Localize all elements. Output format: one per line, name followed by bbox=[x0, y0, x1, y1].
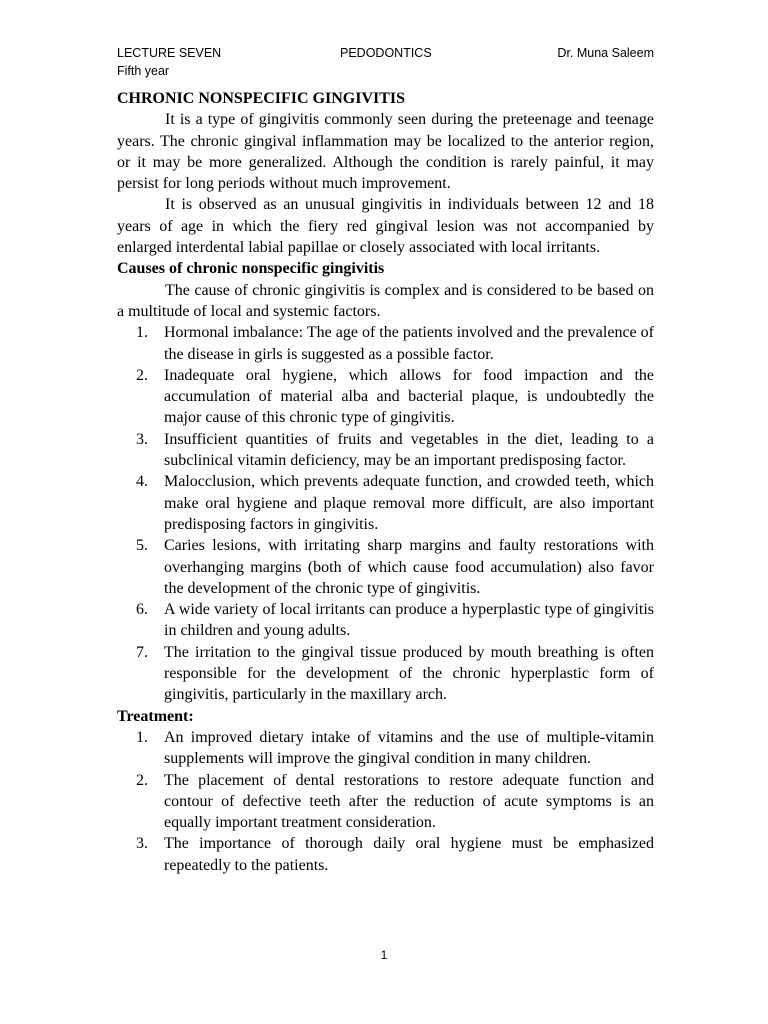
intro-paragraph: It is a type of gingivitis commonly seen during the preteenage and teenage years. The chronic gingival inflammation may be localized to the anterior region, or it may be more generalized. Although the condition is rarely painful, it may persist for long periods without much improvement. bbox=[117, 111, 654, 193]
list-item-text: The importance of thorough daily oral hygiene must be emphasized repeatedly to the patients. bbox=[164, 835, 654, 874]
list-number: 1. bbox=[136, 324, 148, 342]
list-number: 3. bbox=[136, 835, 148, 853]
list-number: 1. bbox=[136, 728, 148, 746]
header-author: Dr. Muna Saleem bbox=[557, 46, 654, 60]
list-item-text: The irritation to the gingival tissue produced by mouth breathing is often responsible for the development of the chronic hyperplastic form of gingivitis, particularly in the maxillary arch. bbox=[164, 643, 654, 704]
list-item bbox=[117, 833, 654, 876]
treatment-heading: Treatment: bbox=[117, 707, 194, 725]
list-number: 2. bbox=[136, 771, 148, 789]
causes-list bbox=[117, 322, 654, 705]
header-year: Fifth year bbox=[117, 64, 170, 78]
list-number: 4. bbox=[136, 473, 148, 491]
page-header bbox=[117, 44, 654, 80]
list-item bbox=[117, 429, 654, 472]
list-number: 5. bbox=[136, 537, 148, 555]
list-item-text: Insufficient quantities of fruits and vegetables in the diet, leading to a subclinical vitamin deficiency, may be an important predisposing factor. bbox=[164, 430, 654, 470]
page-number: 1 bbox=[380, 948, 388, 962]
list-item-text: An improved dietary intake of vitamins and the use of multiple-vitamin supplements will improve the gingival condition in many children. bbox=[164, 728, 654, 768]
list-item bbox=[117, 770, 654, 834]
list-item-text: Inadequate oral hygiene, which allows for food impaction and the accumulation of material alba and bacterial plaque, is undoubtedly the major cause of this chronic type of gingivitis. bbox=[164, 366, 654, 427]
list-item-text: Malocclusion, which prevents adequate function, and crowded teeth, which make oral hygiene and plaque removal more difficult, are also important predisposing factors in gingivitis. bbox=[164, 473, 654, 533]
causes-heading: Causes of chronic nonspecific gingivitis bbox=[117, 260, 385, 278]
header-subject: PEDODONTICS bbox=[340, 46, 432, 60]
list-item bbox=[117, 322, 654, 365]
list-item-text: Caries lesions, with irritating sharp margins and faulty restorations with overhanging margins (both of which cause food accumulation) also favor the development of the chronic type of gingivitis. bbox=[164, 537, 654, 597]
document-body bbox=[117, 88, 654, 876]
list-item bbox=[117, 599, 654, 642]
list-item bbox=[117, 727, 654, 770]
list-item-text: The placement of dental restorations to restore adequate function and contour of defective teeth after the reduction of acute symptoms is an equally important treatment consideration. bbox=[164, 771, 654, 832]
list-number: 3. bbox=[136, 430, 148, 448]
list-item bbox=[117, 365, 654, 429]
list-item-text: A wide variety of local irritants can produce a hyperplastic type of gingivitis in children and young adults. bbox=[164, 601, 654, 640]
list-number: 7. bbox=[136, 643, 148, 661]
list-item-text: Hormonal imbalance: The age of the patients involved and the prevalence of the disease in girls is suggested as a possible factor. bbox=[164, 324, 654, 363]
list-number: 6. bbox=[136, 601, 148, 619]
list-item bbox=[117, 535, 654, 599]
header-lecture: LECTURE SEVEN bbox=[117, 46, 222, 60]
page-footer bbox=[0, 948, 768, 962]
list-item bbox=[117, 471, 654, 535]
list-item bbox=[117, 642, 654, 706]
treatment-list bbox=[117, 727, 654, 876]
list-number: 2. bbox=[136, 366, 148, 384]
causes-paragraph: The cause of chronic gingivitis is complex and is considered to be based on a multitude of local and systemic factors. bbox=[117, 281, 654, 320]
document-title: CHRONIC NONSPECIFIC GINGIVITIS bbox=[117, 90, 406, 107]
intro-paragraph: It is observed as an unusual gingivitis in individuals between 12 and 18 years of age in which the fiery red gingival lesion was not accompanied by enlarged interdental labial papillae or closely associated with local irritants. bbox=[117, 196, 654, 257]
